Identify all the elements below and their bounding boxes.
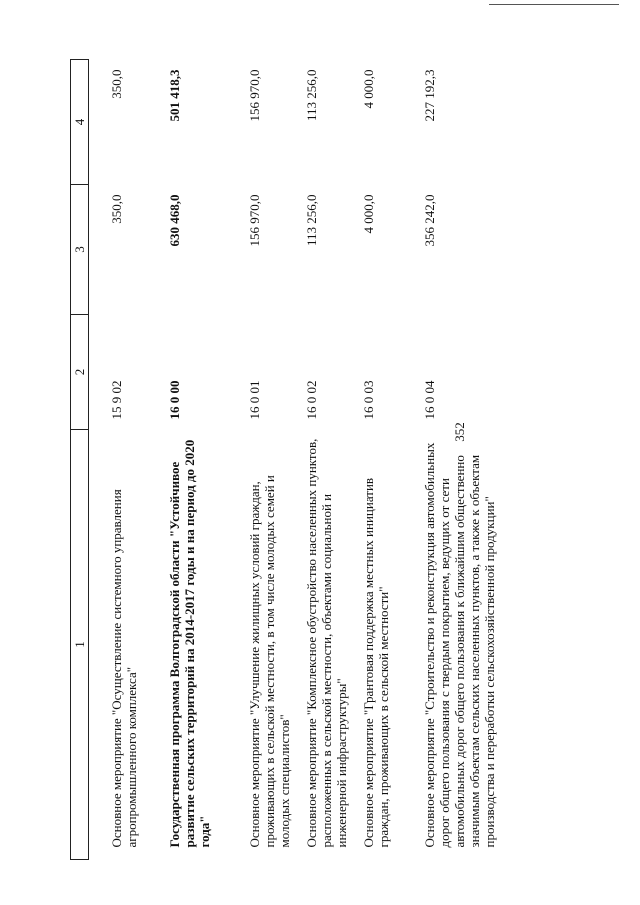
row-value-4: 350,0 <box>109 69 124 99</box>
row-code: 16 0 04 <box>422 380 437 420</box>
row-value-3: 4 000,0 <box>361 194 376 234</box>
row-name: Основное мероприятие "Улучшение жилищных условий граждан, проживающих в сельской местности, в том числе молодых семей и молодых специалистов" <box>247 475 292 848</box>
row-value-3: 113 256,0 <box>304 194 319 247</box>
rotated-page-content <box>70 60 540 860</box>
header-col-4: 4 <box>71 60 89 185</box>
table-row <box>247 60 304 860</box>
row-value-3: 350,0 <box>109 194 124 224</box>
table-row <box>304 60 361 860</box>
row-name: Основное мероприятие "Грантовая поддержка местных инициатив граждан, проживающих в сельской местности" <box>361 477 391 848</box>
row-name: Основное мероприятие "Строительство и реконструкция автомобильных дорог общего пользования с твердым покрытием, ведущих от сети автомобильных дорог общего пользования к ближайшим общественно значимым объектам сельских населенных пунктов, а также к объектам производства и переработки сельскохозяйственной продукции" <box>422 442 497 848</box>
table-row <box>89 60 168 860</box>
row-code: 16 0 02 <box>304 380 319 420</box>
header-col-1: 1 <box>71 430 89 860</box>
table-row <box>361 60 418 860</box>
row-code: 16 0 01 <box>247 380 262 420</box>
row-code: 16 0 03 <box>361 380 376 420</box>
table-row <box>418 60 522 860</box>
table-header <box>71 60 89 860</box>
row-code: 16 0 00 <box>167 380 182 420</box>
row-value-4: 501 418,3 <box>167 69 182 122</box>
table-row-program <box>167 60 247 860</box>
row-value-4: 113 256,0 <box>304 69 319 122</box>
row-value-4: 156 970,0 <box>247 69 262 122</box>
header-row <box>71 60 89 860</box>
row-code: 15 9 02 <box>109 380 124 420</box>
row-value-3: 630 468,0 <box>167 194 182 247</box>
header-col-3: 3 <box>71 185 89 315</box>
row-value-4: 4 000,0 <box>361 69 376 109</box>
row-name: Основное мероприятие "Осуществление системного управления агропромышленного комплекса" <box>109 489 139 848</box>
row-value-3: 156 970,0 <box>247 194 262 247</box>
row-name: Основное мероприятие "Комплексное обустройство населенных пунктов, расположенных в сельской местности, объектами социальной и инженерной инфраструктуры" <box>304 438 349 848</box>
header-col-2: 2 <box>71 315 89 430</box>
row-value-3: 356 242,0 <box>422 194 437 247</box>
page-number: 352 <box>452 422 467 442</box>
budget-table <box>70 59 522 860</box>
top-rule <box>489 4 619 5</box>
table-body <box>89 60 523 860</box>
row-value-4: 227 192,3 <box>422 69 437 122</box>
row-name: Государственная программа Волгоградской области "Устойчивое развитие сельских территорий на 2014-2017 годы и на период до 2020 года" <box>167 439 212 848</box>
